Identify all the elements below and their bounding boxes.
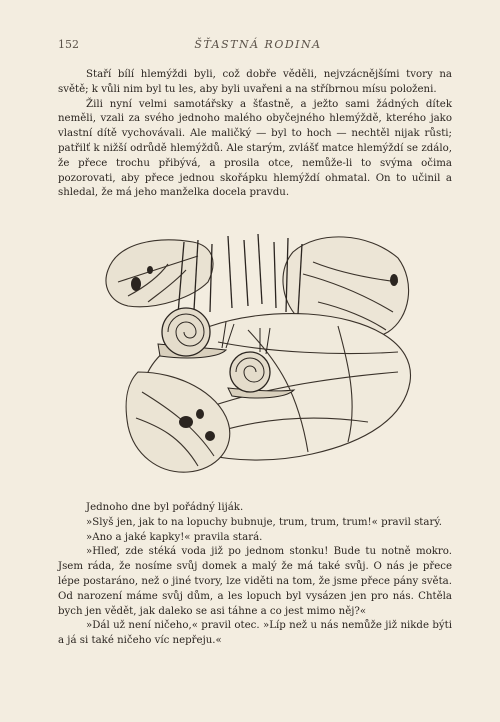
paragraph: »Slyš jen, jak to na lopuchy bubnuje, trum, trum, trum!« pravil starý. [86, 516, 442, 528]
text-block-bottom [58, 501, 452, 649]
page-number: 152 [58, 38, 79, 51]
paragraph: »Ano a jaké kapky!« pravila stará. [86, 531, 263, 543]
snails-on-burdock-illustration [98, 222, 420, 484]
paragraph: Jednoho dne byl pořádný liják. [86, 502, 244, 513]
paragraph: »Dál už není ničeho,« pravil otec. »Líp než u nás nemůže již nikde býti a já si také ničeho víc nepřeju.« [58, 620, 452, 647]
page-header [58, 38, 458, 54]
text-block-top [58, 68, 452, 201]
running-title: ŠŤASTNÁ RODINA [194, 38, 322, 51]
paragraph: Žili nyní velmi samotářsky a šťastně, a ježto sami žádných dítek neměli, vzali za svého jednoho malého obyčejného hlemýždě, kterého jako vlastní dítě vychovávali. Ale maličký — byl to hoch — nechtěl nijak růsti; patřilť k nižší odrůdě hlemýždů. Ale starým, zvlášť matce hlemýždí se zdálo, že přece trochu přibývá, a prosila otce, nemůže-li to svýma očima pozorovati, aby přece jednou skořápku hlemýždí ohmatal. On to učinil a shledal, že má jeho manželka docela pravdu. [58, 98, 452, 199]
paragraph: »Hleď, zde stéká voda již po jednom stonku! Bude tu notně mokro. Jsem ráda, že nosíme svůj domek a malý že má také svůj. O nás je přece lépe postaráno, než o jiné tvory, lze viděti na tom, že jsme přece pány světa. Od narození máme svůj dům, a les lopuch byl vysázen jen pro nás. Chtěla bych jen vědět, jak daleko se asi táhne a co jest mimo něj?« [58, 546, 452, 617]
paragraph: Staří bílí hlemýždi byli, což dobře věděli, nejvzácnějšími tvory na světě; k vůli nim byl tu les, aby byli uvařeni a na stříbrnou mísu položeni. [58, 69, 452, 95]
